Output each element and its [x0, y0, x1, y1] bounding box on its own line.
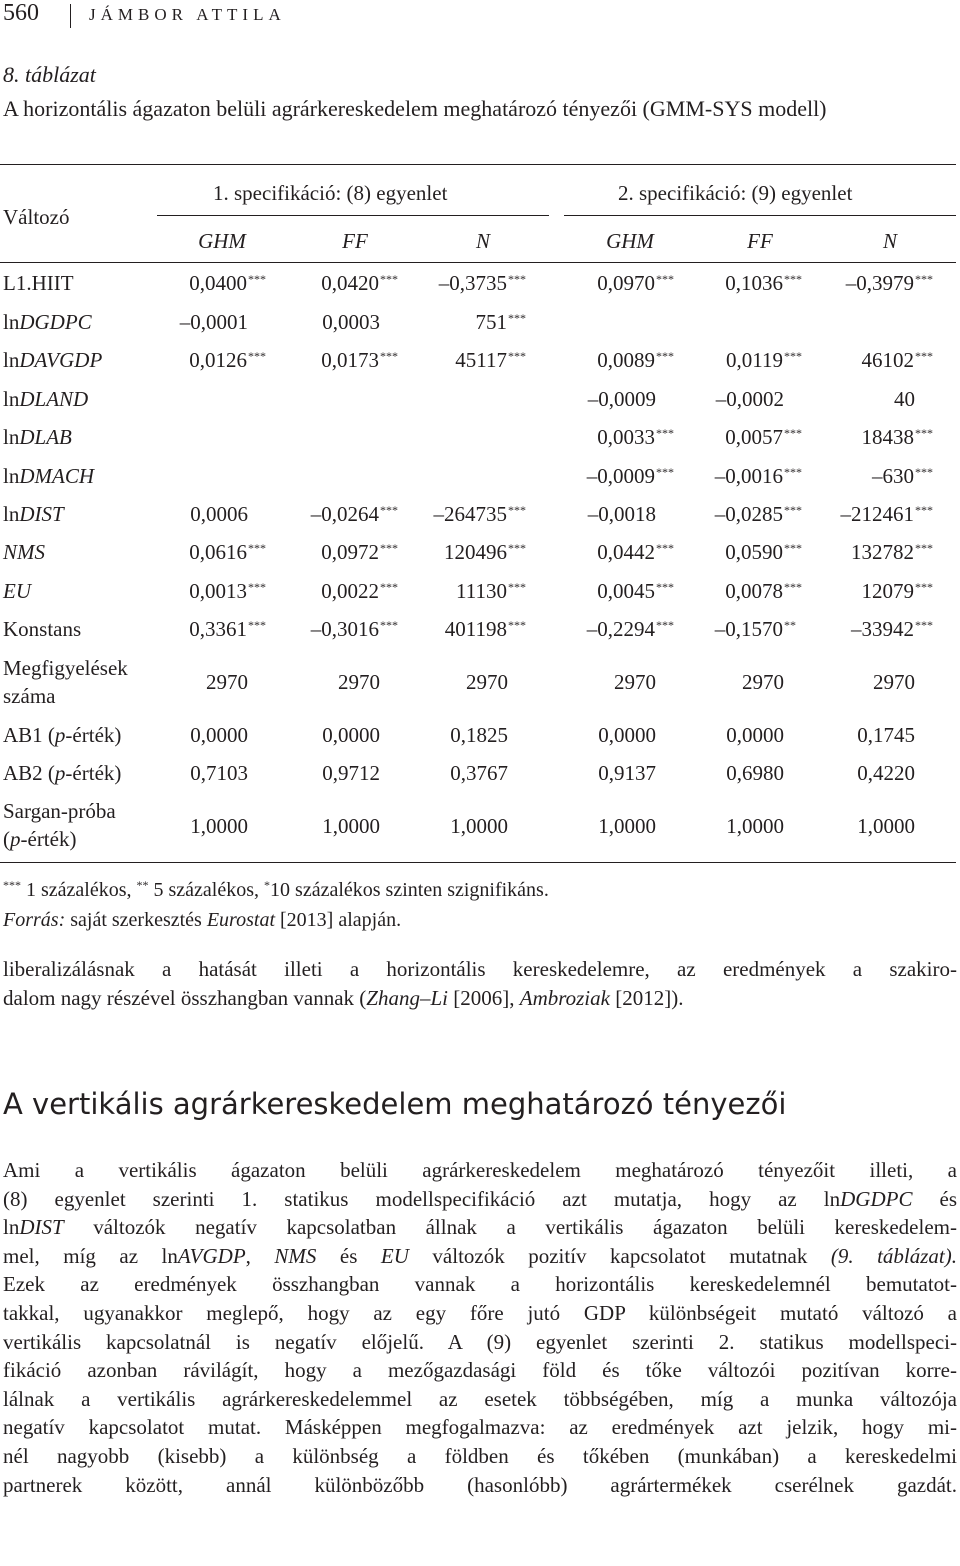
table-cell: 0,0126*** — [189, 348, 266, 372]
row-label: lnDAVGDP — [3, 348, 103, 372]
body-paragraph-1: liberalizálásnak a hatását illeti a horizontális kereskedelemre, az eredmények a szakiro- dalom nagy részével összhangban vannak (Zhang–Li [2006], Ambroziak [2012]). — [3, 957, 957, 1010]
spec1-rule — [157, 215, 549, 216]
table-cell: 0,0033*** — [597, 425, 674, 449]
subheader-4: FF — [747, 229, 773, 253]
table-cell: 0,1825 — [450, 723, 508, 747]
table-cell: 0,0057*** — [725, 425, 802, 449]
running-header-author: JÁMBOR ATTILA — [89, 5, 286, 24]
table-cell: 2970 — [466, 670, 508, 694]
table-cell: 2970 — [206, 670, 248, 694]
table-cell: 0,9137 — [598, 761, 656, 785]
table-bottom-rule — [0, 862, 956, 863]
row-label: L1.HIIT — [3, 271, 74, 295]
table-cell: –0,0009*** — [586, 464, 674, 488]
table-cell: 0,0173*** — [321, 348, 398, 372]
table-cell: 1,0000 — [857, 814, 915, 838]
table-cell: 132782*** — [851, 540, 933, 564]
table-cell: 0,0000 — [190, 723, 248, 747]
obs-label — [3, 654, 128, 710]
table-top-rule — [0, 164, 956, 165]
table-cell: 18438*** — [861, 425, 933, 449]
row-label: lnDMACH — [3, 464, 95, 488]
table-cell: 1,0000 — [450, 814, 508, 838]
spec2-rule — [564, 215, 956, 216]
table-cell: –0,3735*** — [438, 271, 526, 295]
table-cell: 1,0000 — [190, 814, 248, 838]
table-cell: –0,1570** — [714, 617, 796, 641]
table-cell: 0,0089*** — [597, 348, 674, 372]
table-cell: 0,6980 — [726, 761, 784, 785]
table-cell: 401198*** — [444, 617, 526, 641]
table-cell: 0,0972*** — [321, 540, 398, 564]
row-label: lnDLAND — [3, 387, 89, 411]
table-cell: 0,7103 — [190, 761, 248, 785]
table-cell: 2970 — [614, 670, 656, 694]
table-cell: 12079*** — [861, 579, 933, 603]
table-cell: –0,0009 — [587, 387, 656, 411]
table-cell: 0,1036*** — [725, 271, 802, 295]
table-cell: 46102*** — [861, 348, 933, 372]
table-cell: –0,0002 — [715, 387, 784, 411]
table-cell: –212461*** — [840, 502, 933, 526]
table-cell: 0,1745 — [857, 723, 915, 747]
table-title: A horizontális ágazaton belüli agrárkereskedelem meghatározó tényezői (GMM-SYS modell) — [3, 96, 827, 121]
ab1-label: AB1 (p-érték) — [3, 723, 122, 747]
header-separator — [70, 4, 71, 28]
section-heading: A vertikális agrárkereskedelem meghatározó tényezői — [3, 1087, 787, 1121]
table-cell: 0,0970*** — [597, 271, 674, 295]
table-cell: 0,0400*** — [189, 271, 266, 295]
table-cell: –0,0016*** — [714, 464, 802, 488]
table-label: 8. táblázat — [3, 62, 96, 87]
table-cell: 0,0006 — [190, 502, 248, 526]
row-label: lnDGDPC — [3, 310, 92, 334]
significance-note: *** 1 százalékos, ** 5 százalékos, *10 százalékos szinten szignifikáns. — [3, 878, 549, 901]
table-cell: 0,0000 — [322, 723, 380, 747]
source-note: Forrás: saját szerkesztés Eurostat [2013] alapján. — [3, 909, 402, 931]
table-cell: –0,2294*** — [586, 617, 674, 641]
obs-label-line1: Megfigyelések — [3, 656, 128, 680]
table-cell: 0,0590*** — [725, 540, 802, 564]
subheader-1: FF — [342, 229, 368, 253]
table-cell: 45117*** — [455, 348, 526, 372]
table-cell: 0,0045*** — [597, 579, 674, 603]
table-cell: 2970 — [742, 670, 784, 694]
page-number: 560 — [3, 0, 39, 26]
table-cell: 0,0078*** — [725, 579, 802, 603]
table-cell: 0,3361*** — [189, 617, 266, 641]
table-cell: –33942*** — [851, 617, 933, 641]
table-cell: 11130*** — [456, 579, 526, 603]
table-cell: –264735*** — [433, 502, 526, 526]
table-cell: 2970 — [338, 670, 380, 694]
sargan-label: Sargan-próba (p-érték) — [3, 799, 116, 851]
table-cell: 751*** — [475, 310, 526, 334]
spec1-header: 1. specifikáció: (8) egyenlet — [213, 181, 448, 205]
table-cell: 0,4220 — [857, 761, 915, 785]
table-cell: 0,0013*** — [189, 579, 266, 603]
table-cell: 0,3767 — [450, 761, 508, 785]
table-cell: –0,3979*** — [845, 271, 933, 295]
row-label: lnDLAB — [3, 425, 72, 449]
row-label: EU — [3, 579, 31, 603]
table-cell: 120496*** — [444, 540, 526, 564]
table-cell: 1,0000 — [726, 814, 784, 838]
table-cell: –0,0285*** — [714, 502, 802, 526]
row-label: Konstans — [3, 617, 82, 641]
table-cell: 0,0003 — [322, 310, 380, 334]
subheader-2: N — [475, 229, 490, 253]
ab2-label: AB2 (p-érték) — [3, 761, 122, 785]
spec2-header: 2. specifikáció: (9) egyenlet — [618, 181, 853, 205]
subheader-3: GHM — [606, 229, 654, 253]
table-cell: 0,0420*** — [321, 271, 398, 295]
table-cell: –0,0001 — [179, 310, 248, 334]
table-cell: 1,0000 — [322, 814, 380, 838]
table-cell: –0,0264*** — [310, 502, 398, 526]
table-cell: 0,0000 — [598, 723, 656, 747]
table-cell: 40 — [894, 387, 915, 411]
table-cell: 1,0000 — [598, 814, 656, 838]
row-label: NMS — [3, 540, 45, 564]
table-cell: –0,3016*** — [310, 617, 398, 641]
subheader-0: GHM — [198, 229, 246, 253]
obs-label-line2: száma — [3, 684, 56, 708]
table-cell: 0,0022*** — [321, 579, 398, 603]
table-cell: 2970 — [873, 670, 915, 694]
body-paragraph-2: Ami a vertikális ágazaton belüli agrárkereskedelem meghatározó tényezőit illeti, a (8) egyenlet szerinti 1. statikus modellspecifikáció azt mutatja, hogy az lnDGDPC és lnDIST változók negatív kapcsolatban állnak a vertikális ágazaton belüli kereskedelem- mel, míg az lnAVGDP, NMS és EU változók pozitív kapcsolatot mutatnak (9. táblázat). Ezek az eredmények összhangban vannak a horizontális kereskedelemnél bemutatot- takkal, ugyanakkor meglepő, hogy az egy főre jutó GDP különbségeit mutató változó a vertikális kapcsolatnál is negatív előjelű. A (9) egyenlet szerinti 2. statikus modellspeci- fikáció azonban rávilágít, hogy a mezőgazdasági föld és tőke változói pozitívan korre- lálnak a vertikális agrárkereskedelemmel az esetek többségében, míg a munka változója negatív kapcsolatot mutat. Másképpen megfogalmazva: az eredmények azt jelzik, hogy mi- nél nagyobb (kisebb) a különbség a földben és tőkében (munkában) a kereskedelmi partnerek között, annál különbözőbb (hasonlóbb) agrártermékek cserélnek gazdát. — [3, 1158, 958, 1497]
table-cell: 0,0000 — [726, 723, 784, 747]
row-label: lnDIST — [3, 502, 64, 526]
table-cell: 0,0616*** — [189, 540, 266, 564]
row-header: Változó — [3, 205, 70, 229]
table-cell: 0,0119*** — [726, 348, 802, 372]
table-cell: 0,9712 — [322, 761, 380, 785]
subheader-5: N — [882, 229, 897, 253]
table-cell: –0,0018 — [587, 502, 656, 526]
table-cell: 0,0442*** — [597, 540, 674, 564]
table-header-rule — [0, 262, 956, 263]
table-cell: –630*** — [872, 464, 933, 488]
